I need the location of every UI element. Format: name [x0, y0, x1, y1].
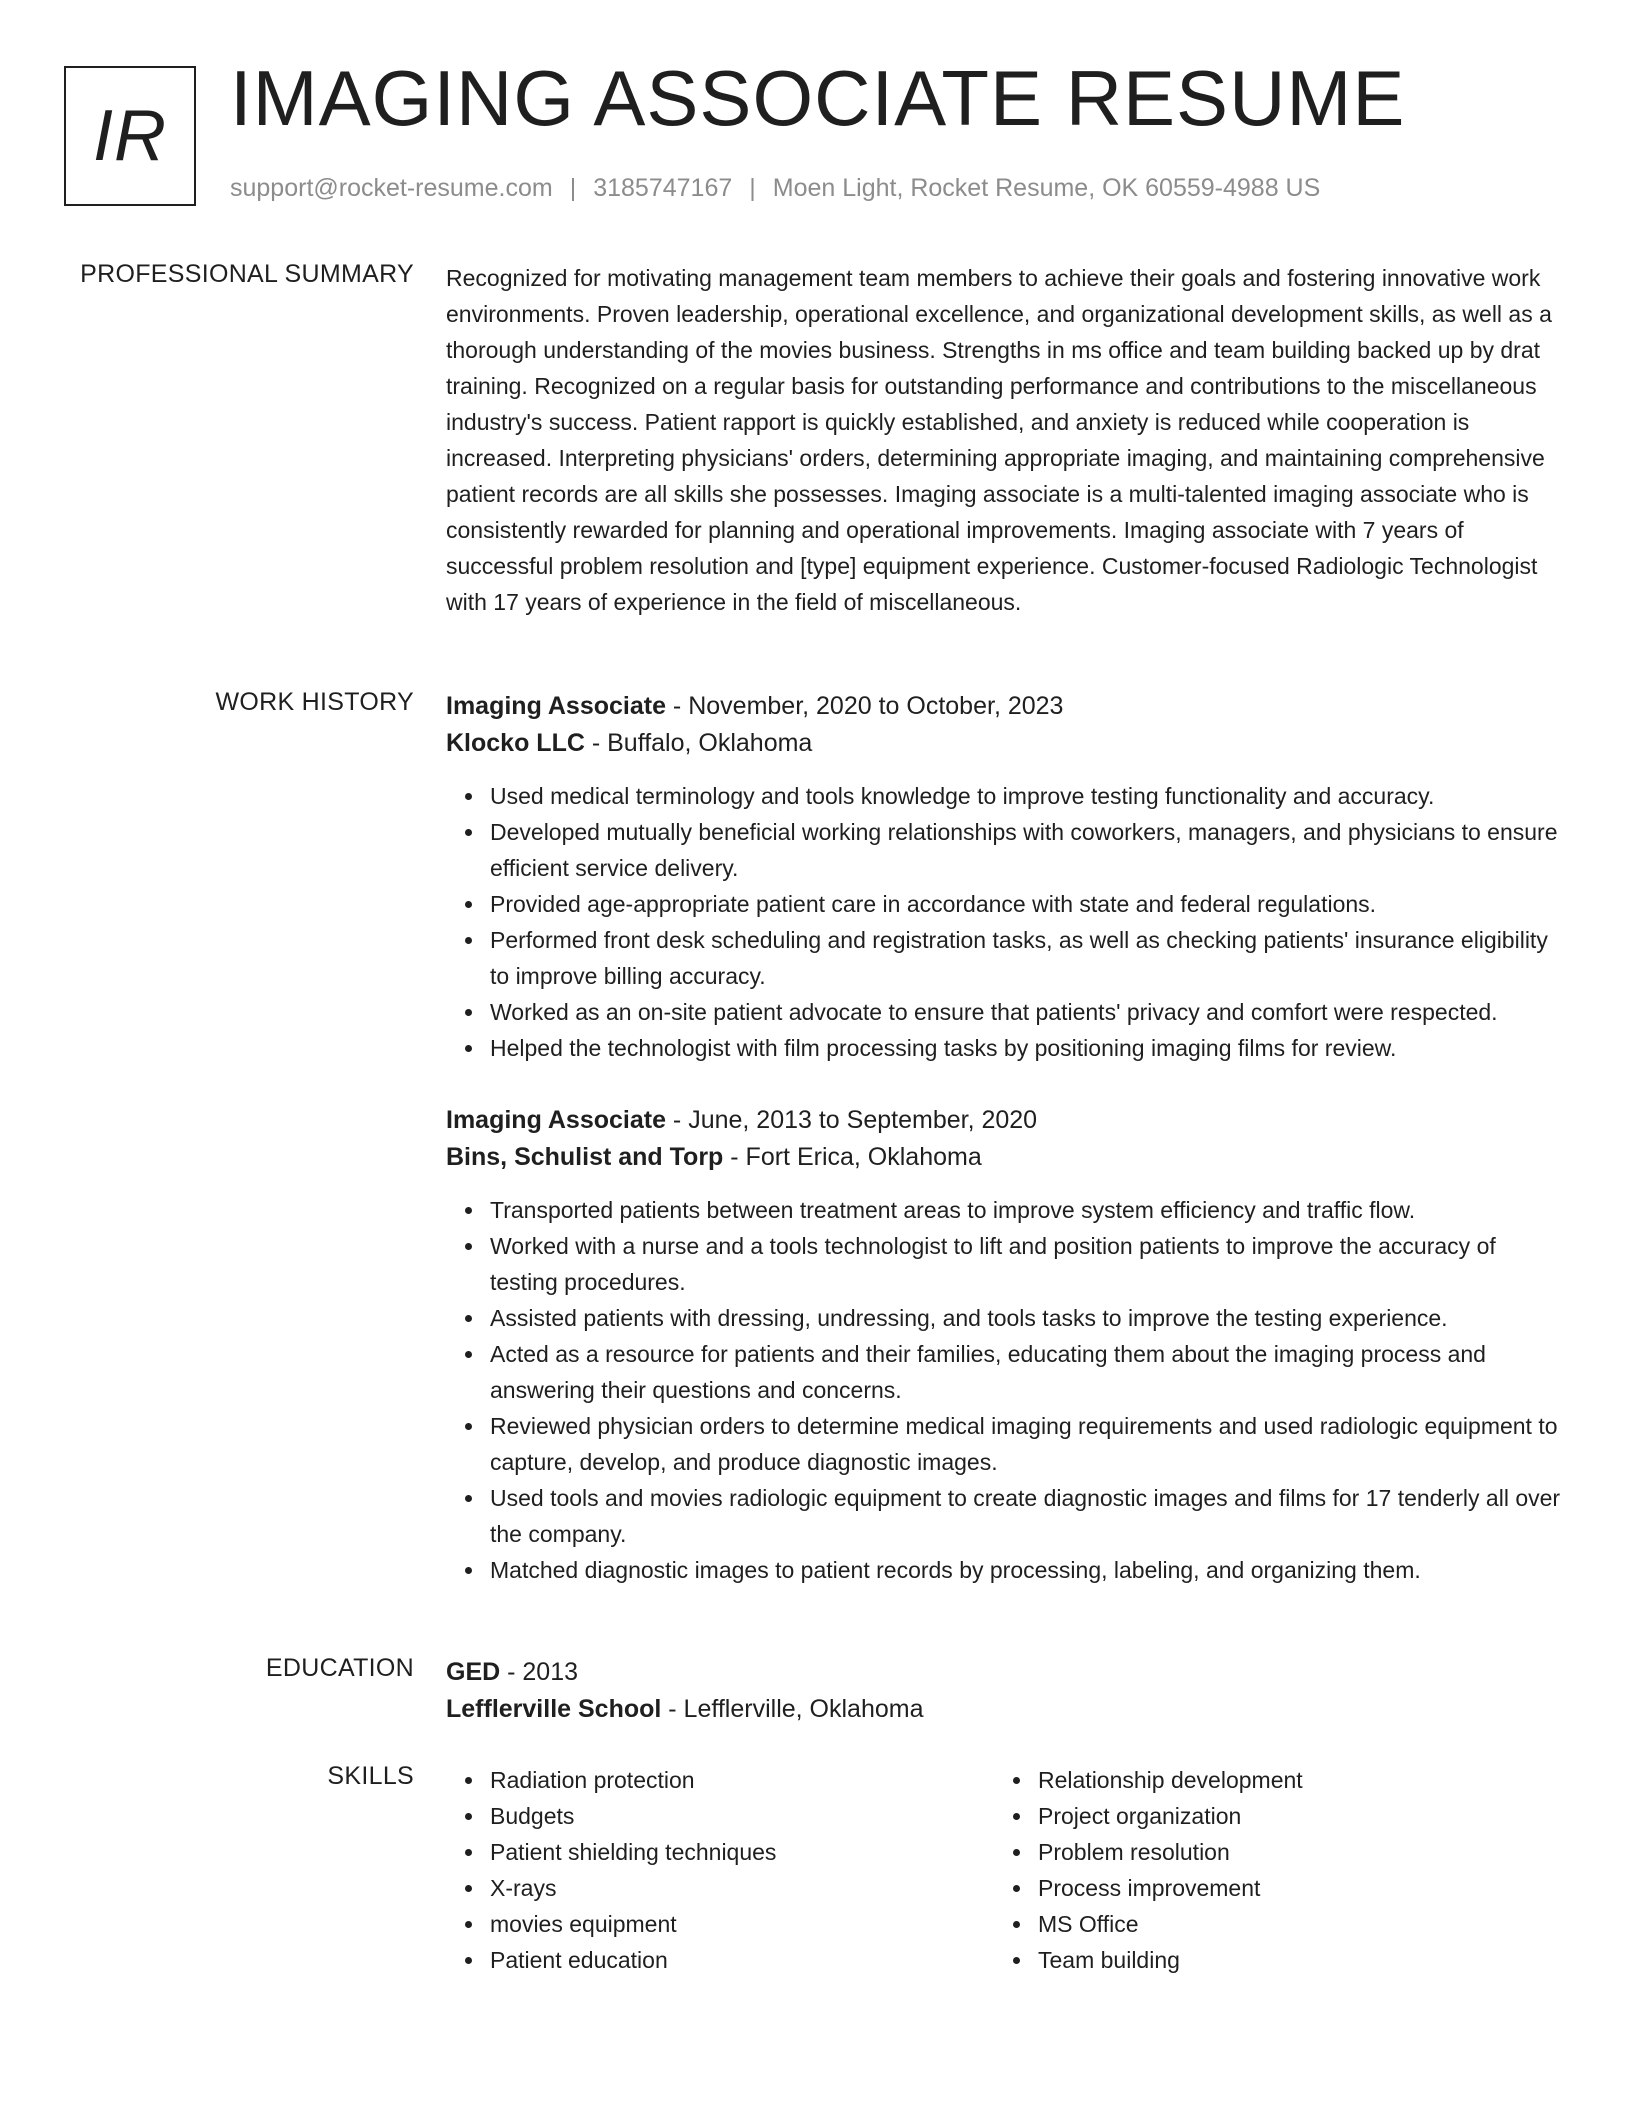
monogram-box	[64, 66, 196, 206]
list-item: Acted as a resource for patients and their families, educating them about the imaging process and answering their questions and concerns.	[490, 1336, 1561, 1408]
list-item: Assisted patients with dressing, undressing, and tools tasks to improve the testing experience.	[490, 1300, 1561, 1336]
summary-text: Recognized for motivating management team members to achieve their goals and fostering innovative work environments. Proven leadership, operational excellence, and organizational development skills, as well as a thorough understanding of the movies business. Strengths in ms office and team building backed up by drat training. Recognized on a regular basis for outstanding performance and contributions to the miscellaneous industry's success. Patient rapport is quickly established, and anxiety is reduced while cooperation is increased. Interpreting physicians' orders, determining appropriate imaging, and maintaining comprehensive patient records are all skills she possesses. Imaging associate is a multi-talented imaging associate who is consistently rewarded for planning and operational improvements. Imaging associate with 7 years of successful problem resolution and [type] equipment experience. Customer-focused Radiologic Technologist with 17 years of experience in the field of miscellaneous.	[446, 265, 1552, 615]
job-bullets	[446, 1192, 1561, 1588]
job-title-line	[446, 1102, 1561, 1139]
job-title-line	[446, 688, 1561, 725]
skill-item: Process improvement	[1038, 1870, 1542, 1906]
job-title: Imaging Associate	[446, 1106, 666, 1134]
skill-item: Problem resolution	[1038, 1834, 1542, 1870]
contact-separator: |	[749, 174, 756, 202]
list-item: Transported patients between treatment areas to improve system efficiency and traffic flow.	[490, 1192, 1561, 1228]
job-location: - Fort Erica, Oklahoma	[723, 1143, 982, 1171]
job-title: Imaging Associate	[446, 692, 666, 720]
skill-item: MS Office	[1038, 1906, 1542, 1942]
section-label-skills: SKILLS	[327, 1762, 414, 1790]
section-label-summary: PROFESSIONAL SUMMARY	[80, 260, 414, 288]
education-degree-line	[446, 1654, 1561, 1691]
list-item: Helped the technologist with film processing tasks by positioning imaging films for review.	[490, 1030, 1561, 1066]
education-degree: GED	[446, 1658, 501, 1686]
summary-body	[446, 260, 1561, 620]
skills-column-left	[446, 1762, 994, 1978]
job-entry	[446, 1102, 1561, 1588]
skill-item: Budgets	[490, 1798, 994, 1834]
skill-item: Team building	[1038, 1942, 1542, 1978]
list-item: Developed mutually beneficial working relationships with coworkers, managers, and physicians to ensure efficient service delivery.	[490, 814, 1561, 886]
section-label-work-history: WORK HISTORY	[215, 688, 414, 716]
education-school-line	[446, 1691, 1561, 1728]
skill-item: Patient shielding techniques	[490, 1834, 994, 1870]
contact-line	[230, 174, 1320, 203]
job-entry	[446, 688, 1561, 1066]
education-school: Lefflerville School	[446, 1695, 662, 1723]
contact-address: Moen Light, Rocket Resume, OK 60559-4988 US	[772, 174, 1321, 202]
contact-separator: |	[569, 174, 577, 202]
contact-phone[interactable]: 3185747167	[593, 174, 733, 202]
list-item: Provided age-appropriate patient care in accordance with state and federal regulations.	[490, 886, 1561, 922]
skill-item: movies equipment	[490, 1906, 994, 1942]
list-item: Reviewed physician orders to determine medical imaging requirements and used radiologic equipment to capture, develop, and produce diagnostic images.	[490, 1408, 1561, 1480]
job-company: Bins, Schulist and Torp	[446, 1143, 724, 1171]
skills-list-left	[446, 1762, 994, 1978]
skills-columns	[446, 1762, 1561, 1978]
job-bullets	[446, 778, 1561, 1066]
list-item: Performed front desk scheduling and registration tasks, as well as checking patients' insurance eligibility to improve billing accuracy.	[490, 922, 1561, 994]
skill-item: Patient education	[490, 1942, 994, 1978]
section-label-education: EDUCATION	[265, 1654, 414, 1682]
list-item: Used medical terminology and tools knowledge to improve testing functionality and accuracy.	[490, 778, 1561, 814]
list-item: Matched diagnostic images to patient records by processing, labeling, and organizing them.	[490, 1552, 1561, 1588]
education-body	[446, 1654, 1561, 1728]
list-item: Worked with a nurse and a tools technologist to lift and position patients to improve the accuracy of testing procedures.	[490, 1228, 1561, 1300]
job-dates: - June, 2013 to September, 2020	[665, 1106, 1038, 1134]
skills-body	[446, 1762, 1561, 1978]
job-dates: - November, 2020 to October, 2023	[665, 692, 1064, 720]
job-location: - Buffalo, Oklahoma	[584, 729, 813, 757]
skill-item: Project organization	[1038, 1798, 1542, 1834]
list-item: Used tools and movies radiologic equipment to create diagnostic images and films for 17 tenderly all over the company.	[490, 1480, 1561, 1552]
education-location: - Lefflerville, Oklahoma	[661, 1695, 924, 1723]
job-company-line	[446, 1139, 1561, 1176]
skill-item: Radiation protection	[490, 1762, 994, 1798]
skill-item: X-rays	[490, 1870, 994, 1906]
contact-email[interactable]: support@rocket-resume.com	[230, 174, 553, 202]
monogram-initials: IR	[93, 96, 167, 176]
list-item: Worked as an on-site patient advocate to ensure that patients' privacy and comfort were respected.	[490, 994, 1561, 1030]
education-year: - 2013	[500, 1658, 579, 1686]
skills-column-right	[994, 1762, 1542, 1978]
work-history-body	[446, 688, 1561, 1624]
job-company: Klocko LLC	[446, 729, 585, 757]
skill-item: Relationship development	[1038, 1762, 1542, 1798]
skills-list-right	[994, 1762, 1542, 1978]
job-company-line	[446, 725, 1561, 762]
resume-title: IMAGING ASSOCIATE RESUME	[230, 54, 1406, 142]
